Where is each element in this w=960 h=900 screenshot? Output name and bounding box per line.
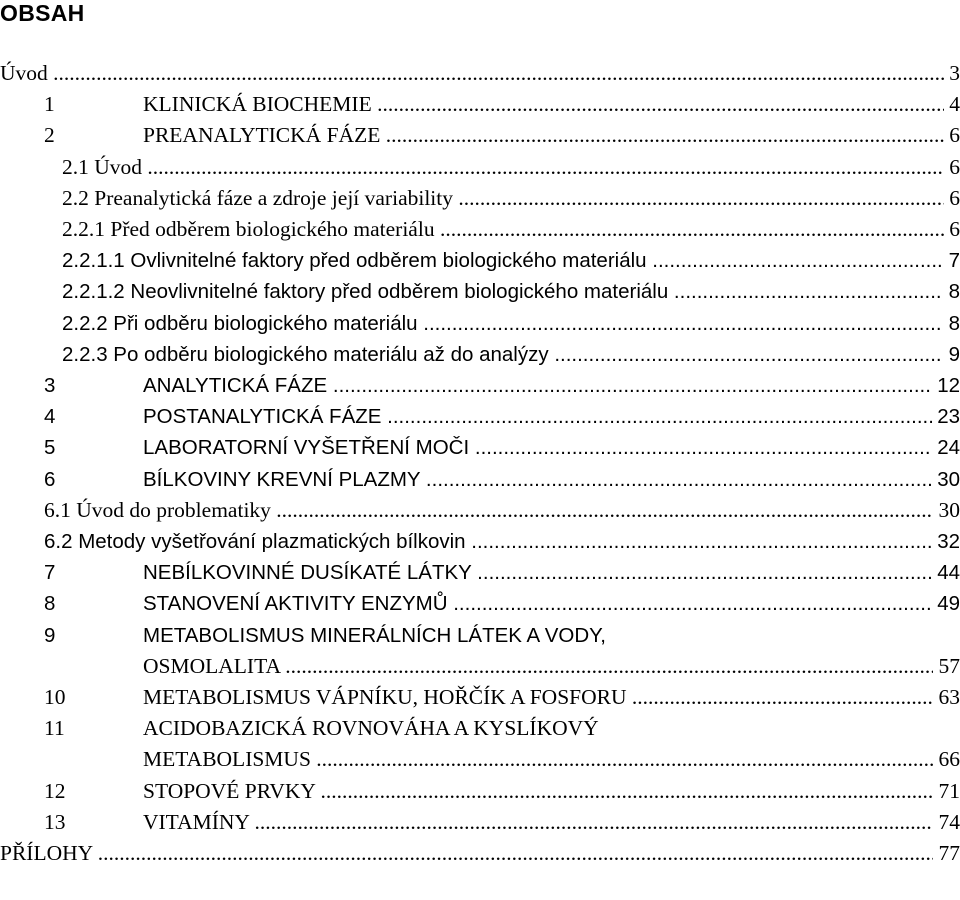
toc-entry-title [143, 744, 960, 775]
toc-entry-title-text: BÍLKOVINY KREVNÍ PLAZMY [143, 467, 421, 491]
toc-entry[interactable] [0, 401, 960, 432]
toc-entry-title-text: METABOLISMUS [143, 747, 311, 772]
toc-entry[interactable] [0, 776, 960, 807]
toc-entry-number: 5 [44, 436, 56, 460]
toc-entry-title-text: 2.1 Úvod [62, 154, 143, 179]
toc-entry-title-text: OSMOLALITA [143, 653, 280, 678]
toc-entry[interactable] [0, 152, 960, 183]
toc-entry-page: 71 [933, 776, 960, 807]
toc-entry-page: 3 [944, 58, 960, 89]
toc-entry-number: 1 [44, 92, 55, 117]
toc-entry-title [62, 245, 960, 276]
toc-entry-title [62, 183, 960, 214]
toc-entry-number: 2 [44, 123, 55, 148]
toc-entry-page: 6 [944, 152, 960, 183]
toc-entry[interactable] [0, 526, 960, 557]
toc-entry-page: 23 [932, 401, 960, 432]
toc-entry[interactable] [0, 214, 960, 245]
toc-entry-number: 13 [44, 809, 66, 834]
toc-entry[interactable] [0, 58, 960, 89]
toc-entry-title [0, 58, 960, 89]
toc-entry-title: METABOLISMUS MINERÁLNÍCH LÁTEK A VODY, [143, 623, 606, 647]
toc-entry-page: 12 [932, 370, 960, 401]
toc-entry-page: 6 [944, 183, 960, 214]
toc-entry-page: 32 [932, 526, 960, 557]
toc-entry-title [143, 464, 960, 495]
toc-entry-title [143, 89, 960, 120]
toc-entry[interactable] [0, 588, 960, 619]
toc-entry-title [143, 807, 960, 838]
page-title: OBSAH [0, 0, 85, 26]
toc-entry-title [143, 401, 960, 432]
toc-entry[interactable] [0, 744, 960, 775]
toc-entry-title [143, 776, 960, 807]
toc-entry-title-text: 2.2.1 Před odběrem biologického materiálu [62, 217, 435, 241]
toc-entry-title [0, 838, 960, 869]
toc-entry[interactable] [0, 245, 960, 276]
toc-entry-title-text: METABOLISMUS VÁPNÍKU, HOŘČÍK A FOSFORU [143, 685, 627, 709]
toc-entry-page: 77 [933, 838, 960, 869]
toc-entry[interactable] [0, 495, 960, 526]
toc-entry-title-text: 2.2.1.2 Neovlivnitelné faktory před odběrem biologického materiálu [62, 280, 669, 304]
toc-entry-page: 24 [932, 432, 960, 463]
toc-entry-title [143, 432, 960, 463]
toc-entry-page: 7 [943, 245, 960, 276]
toc-entry[interactable] [0, 464, 960, 495]
toc-entry-page: 57 [933, 651, 960, 682]
toc-entry-title-text: PŘÍLOHY [0, 841, 93, 865]
toc-entry-title [143, 588, 960, 619]
toc-entry[interactable] [0, 276, 960, 307]
toc-entry-page: 63 [933, 682, 960, 713]
toc-entry-number: 9 [44, 623, 56, 647]
toc-entry-title-text: PREANALYTICKÁ FÁZE [143, 123, 381, 148]
toc-entry-title [143, 120, 960, 151]
toc-entry-title-text: 6.1 Úvod do problematiky [44, 497, 271, 522]
toc-entry-title [62, 214, 960, 245]
toc-entry[interactable] [0, 183, 960, 214]
toc-entry[interactable] [0, 651, 960, 682]
toc-entry[interactable] [0, 370, 960, 401]
toc-entry-title-text: 2.2.2 Při odběru biologického materiálu [62, 311, 418, 335]
toc-entry-title-text: VITAMÍNY [143, 809, 250, 834]
toc-entry-title [62, 152, 960, 183]
toc-entry[interactable] [0, 807, 960, 838]
toc-entry[interactable] [0, 713, 960, 744]
toc-entry-page: 49 [932, 588, 960, 619]
toc-entry-title [62, 276, 960, 307]
toc-entry-title [143, 557, 960, 588]
toc-entry-page: 6 [944, 214, 960, 245]
toc-entry-title-text: STANOVENÍ AKTIVITY ENZYMŮ [143, 592, 448, 616]
toc-entry[interactable] [0, 557, 960, 588]
toc-entry-title-text: 2.2.1.1 Ovlivnitelné faktory před odběrem biologického materiálu [62, 249, 647, 273]
toc-entry[interactable] [0, 682, 960, 713]
toc-entry-page: 4 [944, 89, 960, 120]
toc-entry-title-text: ANALYTICKÁ FÁZE [143, 374, 328, 397]
toc-entry-number: 6 [44, 467, 56, 491]
toc-entry-page: 8 [943, 276, 960, 307]
toc-entry-title [143, 651, 960, 682]
toc-entry-page: 74 [933, 807, 960, 838]
toc-entry-number: 3 [44, 374, 56, 397]
toc-entry-number: 11 [44, 716, 65, 741]
toc-entry-title: ACIDOBAZICKÁ ROVNOVÁHA A KYSLÍKOVÝ [143, 716, 599, 741]
toc-entry-title [44, 526, 960, 557]
toc-entry-page: 44 [932, 557, 960, 588]
toc-entry-number: 4 [44, 405, 56, 429]
toc-entry-title-text: POSTANALYTICKÁ FÁZE [143, 405, 382, 429]
toc-entry-number: 12 [44, 778, 66, 803]
toc-entry-title-text: Úvod [0, 61, 48, 85]
toc-entry[interactable] [0, 308, 960, 339]
toc-entry-page: 30 [933, 495, 960, 526]
toc-entry-title-text: 2.2.3 Po odběru biologického materiálu až do analýzy [62, 342, 549, 366]
toc-entry-page: 8 [943, 308, 960, 339]
toc-entry[interactable] [0, 339, 960, 370]
toc-entry-page: 9 [943, 339, 960, 370]
toc-entry-page: 30 [932, 464, 960, 495]
toc-entry-title [62, 308, 960, 339]
toc-entry-page: 6 [944, 120, 960, 151]
toc-entry-number: 8 [44, 592, 56, 616]
toc-entry-title-text: 6.2 Metody vyšetřování plazmatických bílkovin [44, 530, 466, 553]
toc-entry-title-text: KLINICKÁ BIOCHEMIE [143, 92, 372, 117]
toc-entry[interactable] [0, 89, 960, 120]
toc-entry-title-text: 2.2 Preanalytická fáze a zdroje její variability [62, 185, 453, 210]
toc-entry[interactable] [0, 620, 960, 651]
toc-entry[interactable] [0, 120, 960, 151]
toc-entry-title [44, 495, 960, 526]
toc-entry-title [143, 682, 960, 713]
toc-entry-title-text: STOPOVÉ PRVKY [143, 778, 316, 803]
toc-entry-number: 10 [44, 685, 66, 709]
toc-entry-title-text: LABORATORNÍ VYŠETŘENÍ MOČI [143, 436, 470, 460]
toc-entry-title [143, 370, 960, 401]
toc-entry-title-text: NEBÍLKOVINNÉ DUSÍKATÉ LÁTKY [143, 561, 472, 585]
toc-entry-number: 7 [44, 561, 56, 585]
toc-entry[interactable] [0, 432, 960, 463]
toc-entry-title [62, 339, 960, 370]
toc-entry[interactable] [0, 838, 960, 869]
toc-entry-page: 66 [933, 744, 960, 775]
